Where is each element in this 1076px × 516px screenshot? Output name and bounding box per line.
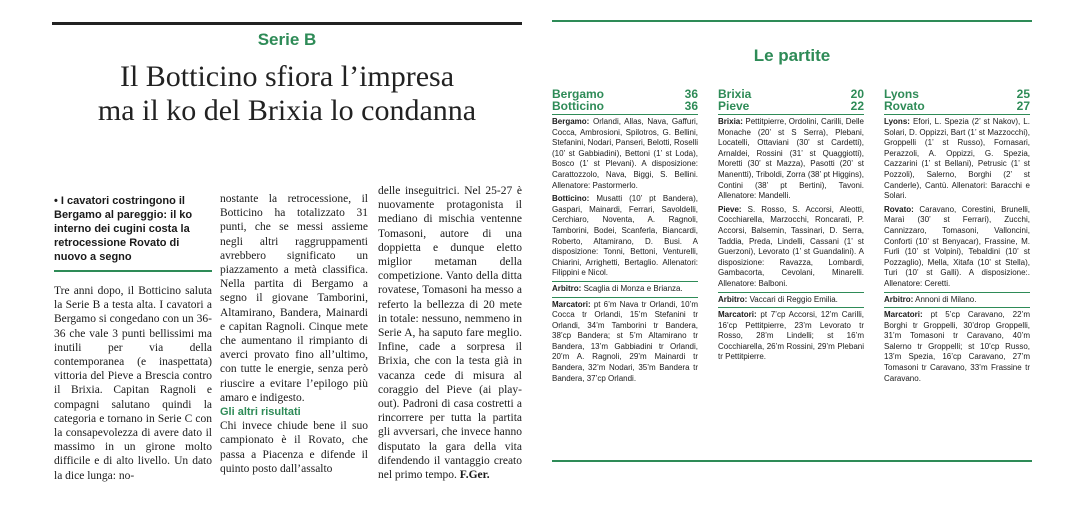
- score-divider: [884, 114, 1030, 115]
- home-team-score: 20: [850, 87, 864, 101]
- article-column-3: [378, 184, 525, 482]
- home-lineup: Lyons: Efori, L. Spezia (2’ st Nakov), L. Solari, D. Oppizzi, Bart (1’ st Mazzocchi), Groppelli (1’ st Russo), Fornasari, Perazzoli, A. Oppizzi, G. Spezia, Cazzarini (1’ st Bellani), Petrusic (1’ st Pozzoli), Salerno, Borghi (2’ st Canderle), Cantù. Allenatori: Baracchi e Solari.: [884, 117, 1030, 201]
- subhead-other-results: Gli altri risultati: [220, 406, 301, 419]
- home-team-name: Lyons: [884, 87, 919, 101]
- scorers: Marcatori: pt 6’m Nava tr Orlandi, 10’m Cocca tr Orlandi, 15’m Stefanini tr Orlandi, 34’m Tamborini tr Bandera, 38’cp Bandera; st 5’m Altamirano tr Bandera, 13’m Gabbiadini tr Orlandi, 20’m A. Ragnoli, 29’m Mainardi tr Bandera, 32’m Nodari, 35’m Bandera tr Bandera, 37’cp Orlandi.: [552, 299, 698, 383]
- home-team-name: Brixia: [718, 87, 752, 101]
- referee: Arbitro: Scaglia di Monza e Brianza.: [552, 281, 698, 298]
- match-card: [718, 88, 864, 363]
- away-team-row: [552, 100, 698, 112]
- headline-line-1: Il Botticino sfiora l’impresa: [119, 60, 455, 93]
- matches-top-rule: [552, 20, 1032, 22]
- away-lineup: Pieve: S. Rosso, S. Accorsi, Aleotti, Cocchiarella, Marzocchi, Roncarati, P. Accorsi, Balsemin, Tassinari, D. Serra, Taddia, Preda, Lindelli, Cassani (1’ st Guerzoni), Levorato (1’ st Guandalini). A disposizione: Ravazza, Lombardi, Gambacorta, Cevolani, Minarelli. Allenatore: Balboni.: [718, 204, 864, 288]
- headline-line-2: ma il ko del Brixia lo condanna: [97, 94, 477, 127]
- lead-divider: [54, 270, 212, 272]
- referee: Arbitro: Vaccari di Reggio Emilia.: [718, 292, 864, 309]
- away-lineup: Botticino: Musatti (10’ pt Bandera), Gaspari, Mainardi, Ferrari, Savoldelli, Cerchiaro, Noventa, A. Ragnoli, Tamborini, Bodei, Scanferla, Biancardi, Roberto, Altamirano, D. Busi. A disposizione: Tonni, Bettoni, Venturelli, Chiarini, Arrighetti, Bertaglio. Allenatori: Filippini e Nicol.: [552, 194, 698, 278]
- away-team-score: 22: [850, 99, 864, 113]
- away-team-name: Pieve: [718, 99, 750, 113]
- home-team-score: 25: [1016, 87, 1030, 101]
- matches-title: Le partite: [753, 46, 831, 65]
- article-column-2: [220, 192, 371, 476]
- scorers: Marcatori: pt 5’cp Caravano, 22’m Borghi tr Groppelli, 30’drop Groppelli, 31’m Tomasoni tr Caravano, 40’m Salerno tr Groppelli; st 10’cp Russo, 13’m Spezia, 16’cp Caravano, 27’m Tomasoni tr Caravano, 33’m Frassine tr Caravano.: [884, 310, 1030, 383]
- matches-bottom-rule: [552, 460, 1032, 462]
- referee: Arbitro: Annoni di Milano.: [884, 292, 1030, 309]
- home-team-name: Bergamo: [552, 87, 605, 101]
- home-lineup: Bergamo: Orlandi, Allas, Nava, Gaffuri, Cocca, Ambrosioni, Spilotros, G. Bellini, Stefanini, Nodari, Panseri, Belotti, Roselli (10’ st Gabbiadini), Bettoni (1’ st Loda), Bosco (1’ st Plevani). A disposizione: Carattozzolo, Nava, Biggi, S. Bellini. Allenatore: Pastormerlo.: [552, 117, 698, 190]
- home-team-score: 36: [684, 87, 698, 101]
- away-team-name: Rovato: [884, 99, 925, 113]
- headline: [52, 60, 522, 128]
- scorers: Marcatori: pt 7’cp Accorsi, 12’m Carilli, 16’cp Pettitpierre, 23’m Levorato tr Rosso, 28’m Lindelli; st 16’m Cocchiarella, 26’m Rossini, 29’m Plebani tr Pettitpierre.: [718, 310, 864, 362]
- away-team-row: [718, 100, 864, 112]
- away-team-row: [884, 100, 1030, 112]
- article-column-1: Tre anni dopo, il Botticino saluta la Serie B a testa alta. I cavatori a Bergamo si congedano con un 36-36 che vale 3 punti bellissimi ma inutili per via della contemporanea (e inaspettata) vittoria del Pieve a Brescia contro il Brixia. Capitan Ragnoli e compagni salutano quindi la categoria e tornano in Serie C con la consapevolezza di avere dato il massimo in un girone molto difficile e di alto livello. Un dato la dice lunga: no-: [54, 285, 215, 482]
- match-card: [552, 88, 698, 384]
- lead-summary: • I cavatori costringono il Bergamo al pareggio: il ko interno dei cugini costa la retrocessione Rovato di nuovo a segno: [54, 195, 193, 263]
- top-rule: [52, 22, 522, 25]
- article: [52, 22, 525, 502]
- section-label: Serie B: [257, 30, 317, 49]
- away-team-score: 27: [1016, 99, 1030, 113]
- column-3-text: delle inseguitrici. Nel 25-27 è nuovamente protagonista il mediano di mischia ventenne Tomasoni, autore di una doppietta e dunque eletto miglior metaman della competizione. Vanto della ditta rovatese, Tomasoni ha messo a referto la bellezza di 20 mete in totale: nessuno, nemmeno in Serie A, ha saputo fare meglio. Infine, cade a sorpresa il Brixia, che con la testa già in vacanza cede di misura al coraggio del Pieve (ai play-out). Padroni di casa costretti a rincorrere per tutta la partita gli avversari, che invece hanno disputato la gara della vita difendendo il vantaggio creato nel primo tempo.: [378, 185, 525, 482]
- away-lineup: Rovato: Caravano, Corestini, Brunelli, Maraì (30’ st Ferrari), Zucchi, Cannizzaro, Tomasoni, Valloncini, Conforti (10’ st Benyacar), Frassine, M. Furli (10’ st Volpini), Tebaldini (10’ st Pozzaglio), Mella, Xitafa (10’ st Stella), Turi (10’ st Galli). A disposizione:. Allenatore: Ceretti.: [884, 204, 1030, 288]
- score-divider: [552, 114, 698, 115]
- column-2-text: nostante la retrocessione, il Botticino ha totalizzato 31 punti, che se messi assieme negli altri raggruppamenti avrebbero significato un piazzamento a metà classifica. Nella partita di Bergamo a segno il giovane Tamborini, Altamirano, Bandera, Mainardi e capitan Ragnoli. Cinque mete che aumentano il rimpianto di averci provato fino all’ultimo, con tutte le energie, senza però riuscire a evitare l’epilogo più amaro e indigesto.: [220, 193, 371, 404]
- author-signature: F.Ger.: [459, 469, 490, 482]
- away-team-name: Botticino: [552, 99, 604, 113]
- away-team-score: 36: [684, 99, 698, 113]
- score-divider: [718, 114, 864, 115]
- column-2-continued: Chi invece chiude bene il suo campionato è il Rovato, che passa a Piacenza e difende il quinto posto dall’assalto: [220, 420, 371, 475]
- home-lineup: Brixia: Pettitpierre, Ordolini, Carilli, Delle Monache (20’ st S Serra), Plebani, Locatelli, Ottaviani (30’ st Cardetti), Arnaldei, Rossini (31’ st Quaggiotti), Moretti (30’ st Mazza), Pasotti (20’ st Manentti), Triboldi, Zorra (38’ pt Higgins), Contini (38’ pt Bertini), Tavoni. Allenatore: Mandelli.: [718, 117, 864, 201]
- match-card: [884, 88, 1030, 384]
- matches-box: [552, 20, 1032, 460]
